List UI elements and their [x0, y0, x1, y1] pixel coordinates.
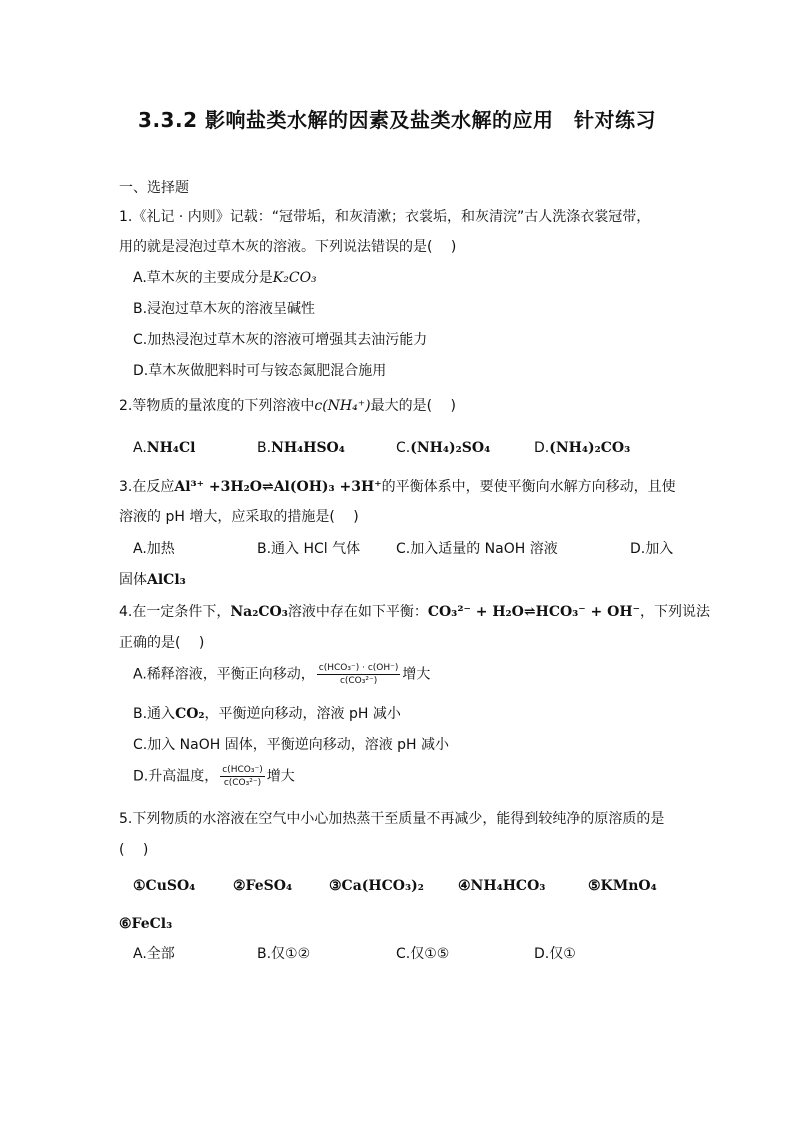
q2-option-d-formula: (NH₄)₂CO₃ [549, 440, 631, 456]
q5-item-3: ③Ca(HCO₃)₂ [329, 878, 424, 894]
q4-option-a [133, 662, 430, 687]
q4-option-b-formula: CO₂ [175, 706, 205, 722]
q2-option-d [534, 438, 630, 458]
q4-option-d-fraction [220, 764, 264, 789]
q4-stem-text: 4.在一定条件下， [119, 604, 231, 620]
q2-option-c-label: C. [396, 440, 411, 456]
q2-option-d-label: D. [534, 440, 550, 456]
q2-stem-end: 最大的是( ) [370, 398, 456, 414]
q3-option-c: C.加入适量的 NaOH 溶液 [396, 541, 558, 557]
q2-option-b-formula: NH₄HSO₄ [271, 440, 345, 456]
q3-option-d-continued [119, 570, 186, 590]
q5-item-4: ④NH₄HCO₃ [458, 878, 546, 894]
q3-equation: Al³⁺ +3H₂O⇌Al(OH)₃ +3H⁺ [174, 479, 382, 495]
q4-option-a-end: 增大 [402, 666, 431, 683]
q4-stem-line2: 正确的是( ) [119, 635, 205, 651]
q5-option-c: C.仅①⑤ [396, 946, 450, 962]
q4-option-b-text: B.通入 [133, 706, 176, 722]
q2-stem-text: 2.等物质的量浓度的下列溶液中 [119, 398, 315, 414]
q3-option-d-text: 固体 [119, 572, 147, 588]
q5-item-6: ⑥FeCl₃ [119, 916, 173, 932]
q1-option-b: B.浸泡过草木灰的溶液呈碱性 [133, 301, 316, 317]
q2-stem [119, 396, 456, 416]
q4-option-c: C.加入 NaOH 固体，平衡逆向移动，溶液 pH 减小 [133, 737, 450, 753]
q3-stem-line2: 溶液的 pH 增大，应采取的措施是( ) [119, 509, 359, 525]
q1-stem-line1: 1.《礼记 · 内则》记载：“冠带垢，和灰清漱；衣裳垢，和灰清浣”古人洗涤衣裳冠带， [119, 209, 651, 225]
q1-option-c: C.加热浸泡过草木灰的溶液可增强其去油污能力 [133, 332, 428, 348]
q4-option-a-denominator: c(CO₃²⁻) [339, 676, 378, 686]
q4-option-b-end: ，平衡逆向移动，溶液 pH 减小 [204, 706, 401, 722]
q2-option-a-formula: NH₄Cl [146, 440, 196, 456]
q5-stem-line1: 5.下列物质的水溶液在空气中小心加热蒸干至质量不再减少，能得到较纯净的原溶质的是 [119, 811, 665, 827]
page-title: 3.3.2 影响盐类水解的因素及盐类水解的应用 针对练习 [138, 108, 656, 132]
q1-option-a-formula: K₂CO₃ [272, 270, 317, 286]
section-heading: 一、选择题 [119, 180, 189, 196]
q1-option-a-text: A.草木灰的主要成分是 [133, 270, 273, 286]
q4-option-a-fraction [317, 662, 401, 687]
q3-option-d: D.加入 [630, 541, 674, 557]
q1-option-d: D.草木灰做肥料时可与铵态氮肥混合施用 [133, 363, 387, 379]
q4-stem-end: ，下列说法 [639, 604, 710, 620]
q2-option-a [133, 438, 195, 458]
q4-option-a-text: A.稀释溶液，平衡正向移动， [133, 666, 315, 683]
q5-item-5: ⑤KMnO₄ [588, 878, 657, 894]
q2-option-b [257, 438, 345, 458]
q4-option-a-numerator: c(HCO₃⁻) · c(OH⁻) [318, 663, 399, 673]
q2-option-a-label: A. [133, 440, 147, 456]
q2-option-c-formula: (NH₄)₂SO₄ [410, 440, 491, 456]
q4-option-d-denominator: c(CO₃²⁻) [223, 778, 262, 788]
q4-option-d-end: 增大 [266, 768, 295, 785]
q4-option-d [133, 764, 295, 789]
q5-option-a: A.全部 [133, 946, 175, 962]
q5-option-b: B.仅①② [257, 946, 311, 962]
q2-stem-formula: c(NH₄⁺) [314, 398, 371, 414]
q3-stem-text: 3.在反应 [119, 479, 175, 495]
q5-option-d: D.仅① [534, 946, 576, 962]
q2-option-b-label: B. [257, 440, 272, 456]
q3-option-a: A.加热 [133, 541, 175, 557]
q3-stem-line1 [119, 477, 676, 497]
q4-equation: CO₃²⁻ + H₂O⇌HCO₃⁻ + OH⁻ [427, 604, 640, 620]
q5-stem-line2: ( ) [119, 842, 149, 858]
q1-option-a [133, 268, 317, 288]
q4-stem-line1 [119, 602, 710, 622]
q5-item-1: ①CuSO₄ [133, 878, 196, 894]
q5-item-2: ②FeSO₄ [233, 878, 293, 894]
q1-stem-line2: 用的就是浸泡过草木灰的溶液。下列说法错误的是( ) [119, 239, 457, 255]
q4-stem-formula: Na₂CO₃ [230, 604, 288, 620]
q4-stem-mid: 溶液中存在如下平衡： [287, 604, 428, 620]
q3-option-b: B.通入 HCl 气体 [257, 541, 361, 557]
q4-option-d-text: D.升高温度， [133, 768, 219, 785]
q2-option-c [396, 438, 490, 458]
q4-option-b [133, 704, 401, 724]
q4-option-d-numerator: c(HCO₃⁻) [222, 765, 263, 775]
q3-option-d-formula: AlCl₃ [147, 572, 186, 588]
q3-stem-end: 的平衡体系中，要使平衡向水解方向移动，且使 [381, 479, 676, 495]
